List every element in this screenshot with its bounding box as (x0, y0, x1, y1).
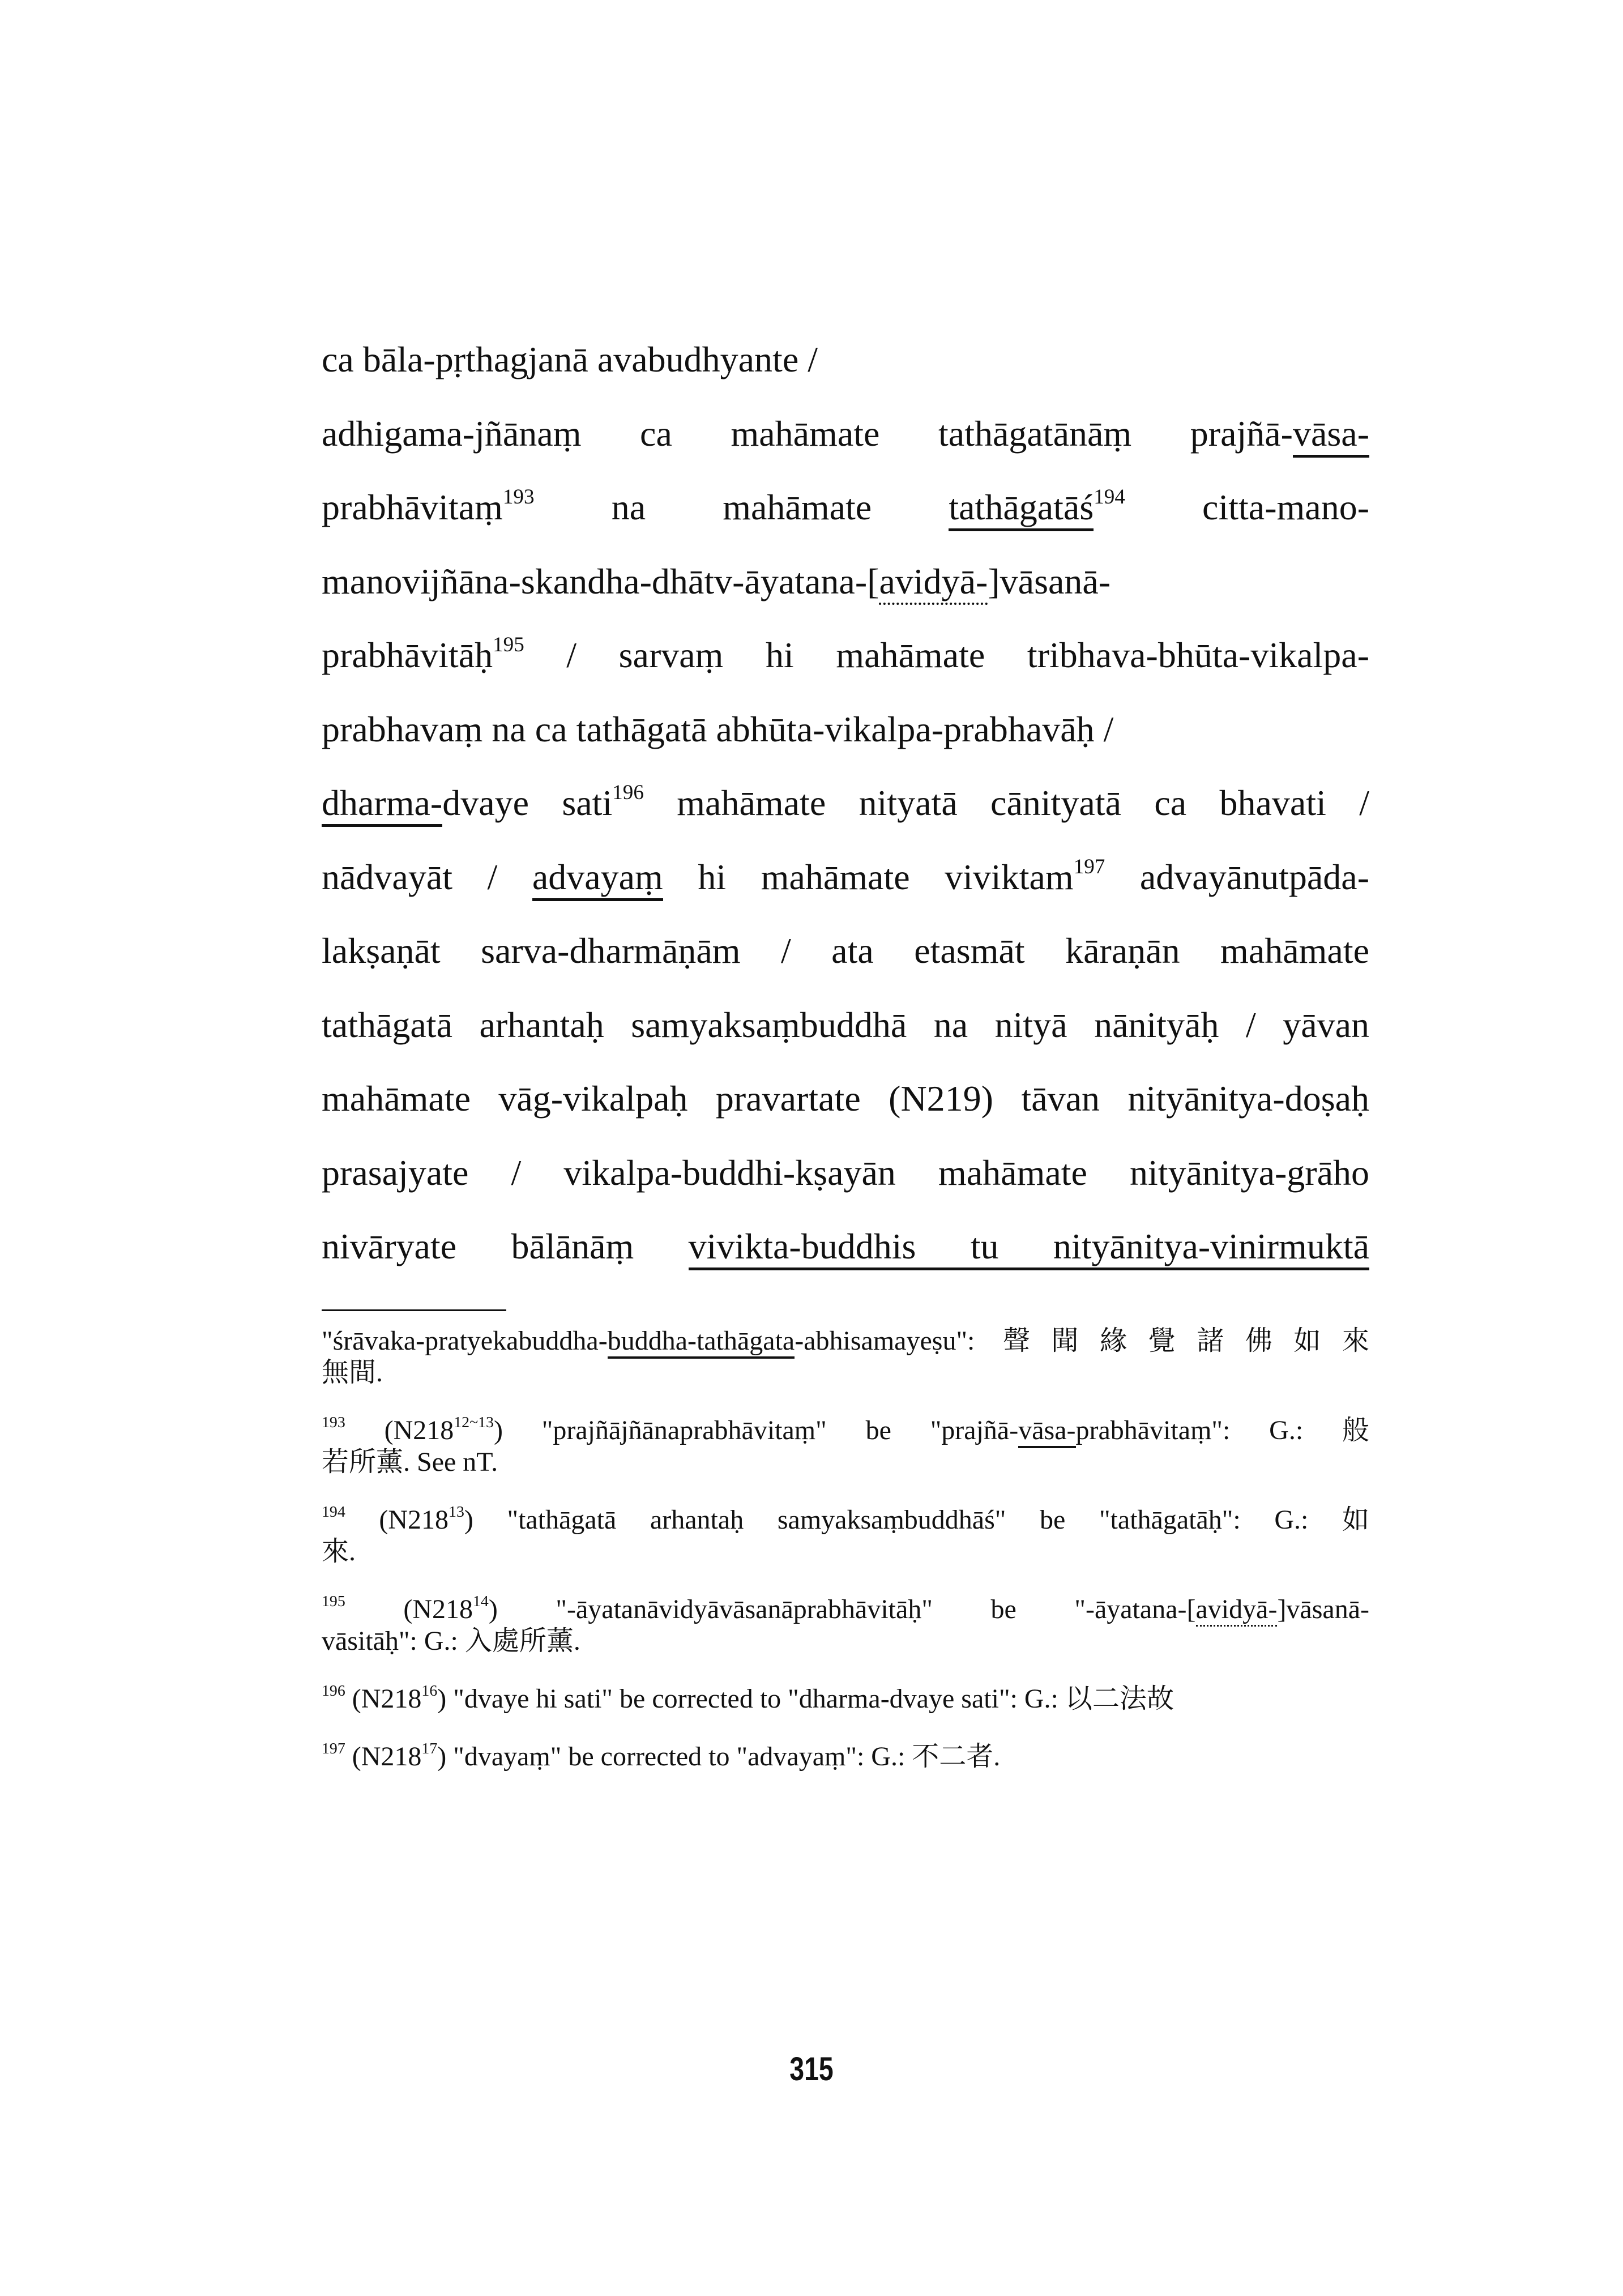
footnote-ref: 197 (1073, 855, 1105, 878)
main-text (322, 323, 1369, 1284)
footnote-line (322, 1625, 1369, 1657)
footnote-line (322, 1357, 1369, 1389)
text-segment: manovijñāna-skandha-dhātv-āyatana-[ (322, 561, 879, 601)
text-line (322, 397, 1369, 471)
text-segment: ) "dvayaṃ" be corrected to "advayaṃ": G.: 不二者. (437, 1742, 1001, 1772)
text-segment: -abhisamayeṣu": 聲聞緣覺諸佛如來 (795, 1326, 1369, 1356)
footnote-ref: 17 (421, 1740, 438, 1758)
text-segment: (N218 (345, 1415, 454, 1445)
footnote-ref: 194 (322, 1503, 345, 1521)
text-segment: ) "-āyatanāvidyāvāsanāprabhāvitāḥ" be "-āyatana-[ (488, 1594, 1196, 1624)
footnote-ref: 14 (472, 1593, 489, 1611)
text-segment: prabhāvitaṃ": G.: 般 (1075, 1415, 1369, 1445)
text-segment: nivāryate bālānāṃ (322, 1226, 689, 1266)
footnote-ref: 195 (322, 1593, 345, 1611)
text-segment: adhigama-jñānaṃ ca mahāmate tathāgatānāṃ prajñā- (322, 413, 1293, 454)
footnote-ref: 195 (493, 633, 524, 657)
footnote (322, 1504, 1369, 1568)
underlined-text: avidyā- (1196, 1594, 1278, 1627)
footnote (322, 1741, 1369, 1773)
text-segment: mahāmate vāg-vikalpaḥ pravartate (N219) tāvan nityānitya-doṣaḥ (322, 1078, 1369, 1119)
underlined-text: vāsa- (1018, 1415, 1075, 1448)
text-segment: dvaye sati (442, 783, 613, 823)
text-line (322, 323, 1369, 397)
underlined-text: vivikta-buddhis tu nityānitya-vinirmuktā (689, 1226, 1369, 1270)
text-line (322, 840, 1369, 915)
text-segment: 來. (322, 1537, 356, 1567)
footnote (322, 1415, 1369, 1478)
underlined-text: avidyā- (879, 561, 988, 605)
text-segment: ) "tathāgatā arhantaḥ samyaksaṃbuddhāś" be "tathāgatāḥ": G.: 如 (464, 1505, 1369, 1535)
text-segment: vāsitāḥ": G.: 入處所薰. (322, 1626, 580, 1656)
footnote (322, 1325, 1369, 1389)
text-line (322, 471, 1369, 545)
text-segment: prabhāvitāḥ (322, 635, 493, 675)
text-segment: lakṣaṇāt sarva-dharmāṇām / ata etasmāt kāraṇān mahāmate (322, 931, 1369, 971)
text-segment: ) "prajñājñānaprabhāvitaṃ" be "prajñā- (493, 1415, 1019, 1445)
footnote-divider (322, 1309, 506, 1311)
text-line (322, 766, 1369, 840)
text-segment: hi mahāmate viviktam (663, 856, 1074, 897)
text-line (322, 1062, 1369, 1136)
text-segment: (N218 (345, 1684, 422, 1714)
text-segment: "śrāvaka-pratyekabuddha- (322, 1326, 608, 1356)
text-line (322, 988, 1369, 1062)
text-line (322, 618, 1369, 693)
text-segment: ca bāla-pṛthagjanā avabudhyante / (322, 339, 818, 379)
footnote-ref: 193 (502, 485, 535, 509)
text-segment: prabhavaṃ na ca tathāgatā abhūta-vikalpa-prabhavāḥ / (322, 709, 1114, 749)
text-segment: ]vāsanā- (988, 561, 1111, 601)
text-segment: na mahāmate (534, 487, 949, 527)
text-segment: nādvayāt / (322, 856, 532, 897)
footnote (322, 1683, 1369, 1715)
text-segment: ) "dvaye hi sati" be corrected to "dharma-dvaye sati": G.: 以二法故 (437, 1684, 1174, 1714)
footnote-ref: 196 (612, 781, 644, 805)
footnote-ref: 197 (322, 1740, 345, 1758)
text-segment: 若所薰. See nT. (322, 1447, 498, 1477)
footnote-line (322, 1504, 1369, 1536)
text-segment: prabhāvitaṃ (322, 487, 503, 527)
text-segment: ]vāsanā- (1277, 1594, 1369, 1624)
footnote-ref: 196 (322, 1682, 345, 1700)
underlined-text: dharma- (322, 783, 442, 827)
footnote-line (322, 1741, 1369, 1773)
footnote-ref: 193 (322, 1414, 345, 1432)
footnote-line (322, 1594, 1369, 1625)
footnote-ref: 16 (421, 1682, 438, 1700)
footnote-line (322, 1415, 1369, 1446)
underlined-text: tathāgatāś (949, 487, 1094, 531)
text-segment: 無間. (322, 1358, 383, 1388)
underlined-text: advayaṃ (532, 857, 663, 901)
footnote (322, 1594, 1369, 1657)
text-segment: (N218 (345, 1594, 473, 1624)
text-segment: advayānutpāda- (1105, 856, 1370, 897)
text-segment: prasajyate / vikalpa-buddhi-kṣayān mahāmate nityānitya-grāho (322, 1152, 1369, 1193)
text-segment: (N218 (345, 1742, 422, 1772)
text-line (322, 1210, 1369, 1284)
text-segment: tathāgatā arhantaḥ samyaksaṃbuddhā na nityā nānityāḥ / yāvan (322, 1004, 1369, 1045)
text-segment: / sarvaṃ hi mahāmate tribhava-bhūta-vikalpa- (524, 635, 1369, 675)
footnotes (322, 1325, 1369, 1773)
text-line (322, 1136, 1369, 1210)
text-segment: citta-mano- (1125, 487, 1369, 527)
footnote-line (322, 1325, 1369, 1357)
underlined-text: buddha-tathāgata (608, 1326, 795, 1359)
page-number: 315 (789, 2051, 834, 2088)
text-segment: (N218 (345, 1505, 449, 1535)
footnote-ref: 12~13 (454, 1414, 494, 1432)
text-line (322, 914, 1369, 988)
footnote-line (322, 1446, 1369, 1478)
footnote-line (322, 1683, 1369, 1715)
text-line (322, 693, 1369, 767)
footnote-line (322, 1536, 1369, 1568)
text-line (322, 545, 1369, 619)
footnote-ref: 194 (1094, 485, 1125, 509)
text-segment: mahāmate nityatā cānityatā ca bhavati / (643, 783, 1370, 823)
footnote-ref: 13 (449, 1503, 464, 1521)
underlined-text: vāsa- (1293, 413, 1369, 458)
